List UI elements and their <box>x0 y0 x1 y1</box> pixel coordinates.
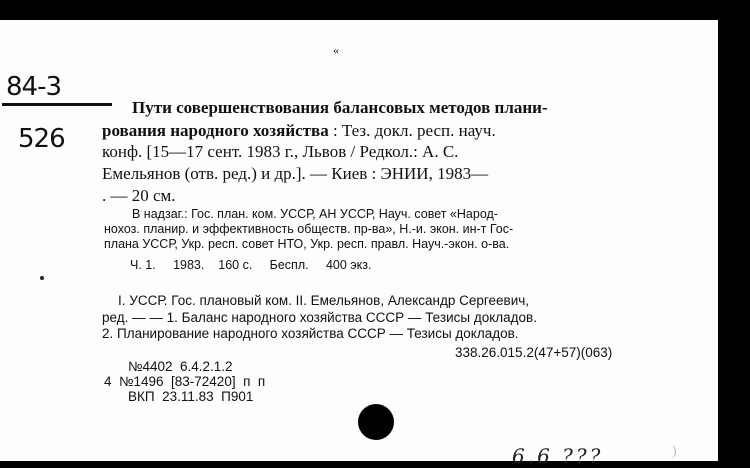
tracing-line-1: I. УССР. Гос. плановый ком. II. Емельянов, Александр Сергеевич, <box>118 293 530 308</box>
punch-hole <box>358 404 394 440</box>
note-line-4: Ч. 1. 1983. 160 с. Беспл. 400 экз. <box>130 258 372 272</box>
classification-number: 338.26.015.2(47+57)(063) <box>455 345 613 360</box>
imprint-line-1: конф. [15—17 сент. 1983 г., Львов / Редкол.: А. С. <box>102 142 459 161</box>
note-line-2: нохоз. планир. и эффективность обществ. пр-ва», Н.-и. экон. ин-т Гос- <box>104 222 514 236</box>
imprint-line-3: . — 20 см. <box>102 186 176 205</box>
shelfmark-rule <box>2 103 112 106</box>
tracing-line-3: 2. Планирование народного хозяйства СССР — Тезисы докладов. <box>102 326 519 341</box>
title-line-2-bold: рования народного хозяйства <box>102 121 329 140</box>
catalog-card <box>0 20 718 468</box>
top-mark: « <box>333 43 339 57</box>
note-line-3: плана УССР, Укр. респ. совет НТО, Укр. респ. правл. Науч.-экон. о-ва. <box>104 237 510 251</box>
handwritten-note: 6.6 ??? <box>512 444 604 468</box>
title-line-2 <box>102 121 496 141</box>
code-line-2: 4 №1496 [83-72420] п п <box>104 374 266 389</box>
ink-speck <box>40 276 44 280</box>
shelfmark-top: 84-3 <box>6 72 62 102</box>
title-line-2-rest: : Тез. докл. респ. науч. <box>328 121 496 140</box>
faint-mark: ) <box>672 444 677 459</box>
code-line-1: №4402 6.4.2.1.2 <box>128 359 233 374</box>
tracing-line-2: ред. — — 1. Баланс народного хозяйства СССР — Тезисы докладов. <box>102 310 537 325</box>
imprint-line-2: Емельянов (отв. ред.) и др.]. — Киев : ЭНИИ, 1983— <box>102 164 489 183</box>
shelfmark-bottom: 526 <box>18 124 65 154</box>
code-line-3: ВКП 23.11.83 П901 <box>128 389 254 404</box>
title-line-1: Пути совершенствования балансовых методов плани- <box>132 98 548 117</box>
note-line-1: В надзаг.: Гос. план. ком. УССР, АН УССР, Науч. совет «Народ- <box>132 207 498 221</box>
